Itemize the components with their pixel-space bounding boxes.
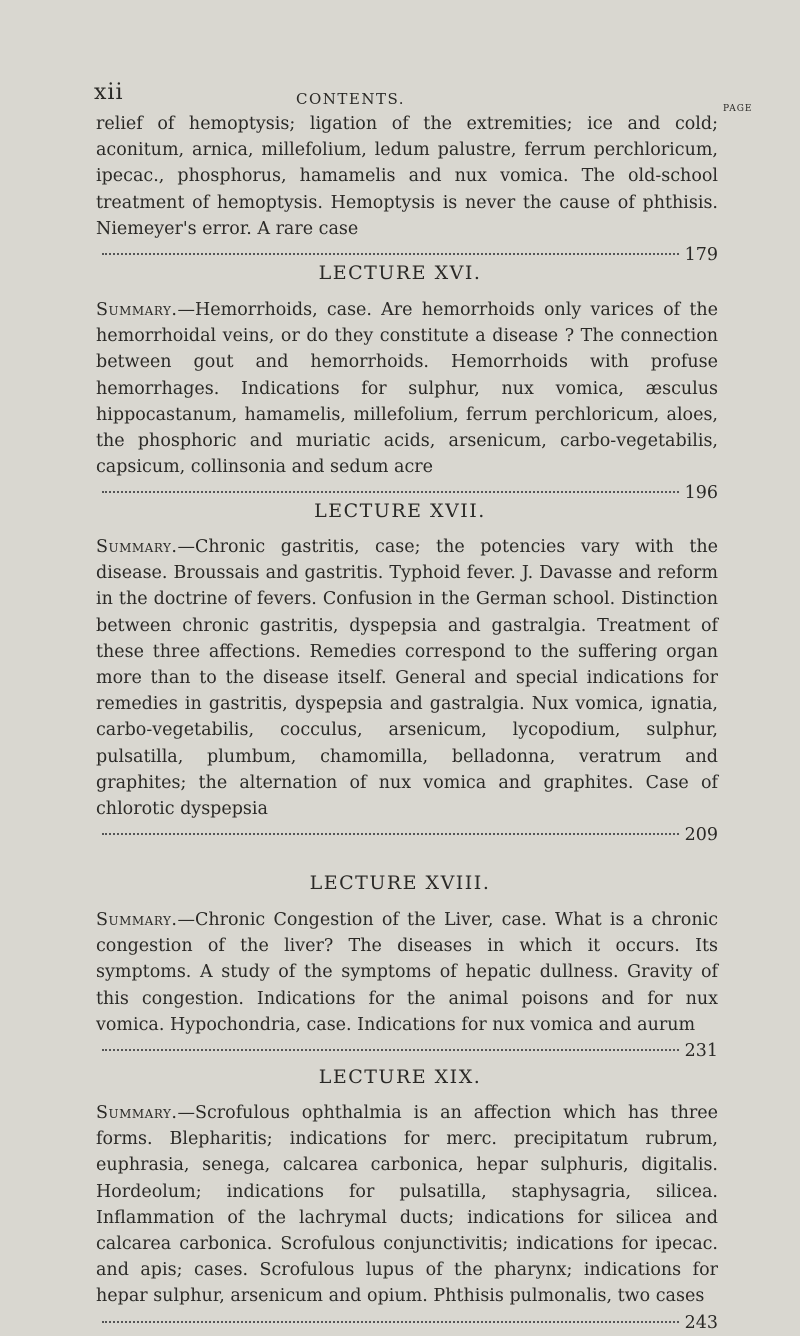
lecture-heading: LECTURE XVII. <box>314 500 486 522</box>
dot-leader <box>102 491 679 493</box>
entry-page-number: 243 <box>684 1312 718 1333</box>
entry-page-number: 231 <box>684 1041 718 1062</box>
page-number: xii <box>94 80 124 105</box>
entry-text: —Chronic gastritis, case; the potencies vary with the disease. Broussais and gastritis. Typhoid fever. J. Davasse and reform in the doctrine of fevers. Confusion in the German school. Distinction between chronic gastritis, dyspepsia and gastralgia. Treatment of these three affections. Remedies correspond to the suffering organ more than to the disease itself. General and special indications for remedies in gastritis, dyspepsia and gastralgia. Nux vomica, ignatia, carbo-vegetabilis, cocculus, arsenicum, lycopodium, sulphur, pulsatilla, plumbum, chamomilla, belladonna, veratrum and graphites; the alternation of nux vomica and graphites. Case of chlorotic dyspepsia <box>96 537 718 820</box>
dot-leader <box>102 1049 679 1051</box>
contents-entry <box>96 111 718 268</box>
contents-entry <box>96 297 718 507</box>
entry-text: —Scrofulous ophthalmia is an affection which has three forms. Blepharitis; indications for merc. precipitatum rubrum, euphrasia, senega, calcarea carbonica, hepar sulphuris, digitalis. Hordeolum; indications for pulsatilla, staphysagria, silicea. Inflammation of the lachrymal ducts; indications for silicea and calcarea carbonica. Scrofulous conjunctivitis; indications for ipecac. and apis; cases. Scrofulous lupus of the pharynx; indications for hepar sulphur, arsenicum and opium. Phthisis pulmonalis, two cases <box>96 1103 718 1307</box>
entry-page-number: 179 <box>684 245 718 266</box>
lecture-heading: LECTURE XIX. <box>318 1066 482 1088</box>
summary-label: Summary. <box>96 910 178 930</box>
summary-label: Summary. <box>96 537 178 557</box>
running-title: CONTENTS. <box>296 90 405 108</box>
entry-page-number: 209 <box>684 825 718 846</box>
dot-leader <box>102 253 679 255</box>
entry-page-number: 196 <box>684 483 718 504</box>
entry-text: —Chronic Congestion of the Liver, case. What is a chronic congestion of the liver? The diseases in which it occurs. Its symptoms. A study of the symptoms of hepatic dullness. Gravity of this congestion. Indications for the animal poisons and for nux vomica. Hypochondria, case. Indications for nux vomica and aurum <box>96 910 718 1035</box>
lecture-heading: LECTURE XVIII. <box>309 872 491 894</box>
entry-text: relief of hemoptysis; ligation of the extremities; ice and cold; aconitum, arnica, millefolium, ledum palustre, ferrum perchloricum, ipecac., phosphorus, hamamelis and nux vomica. The old-school treatment of hemoptysis. Hemoptysis is never the cause of phthisis. Niemeyer's error. A rare case <box>96 114 718 239</box>
page-column-label: PAGE <box>723 104 753 114</box>
contents-entry <box>96 534 718 848</box>
entry-page-ref <box>96 822 718 848</box>
lecture-heading: LECTURE XVI. <box>318 262 482 284</box>
dot-leader <box>102 833 679 835</box>
entry-page-ref <box>96 1310 718 1336</box>
contents-entry <box>96 907 718 1064</box>
summary-label: Summary. <box>96 300 178 320</box>
entry-text: —Hemorrhoids, case. Are hemorrhoids only varices of the hemorrhoidal veins, or do they constitute a disease ? The connection between gout and hemorrhoids. Hemorrhoids with profuse hemorrhages. Indications for sulphur, nux vomica, æsculus hippocastanum, hamamelis, millefolium, ferrum perchloricum, aloes, the phosphoric and muriatic acids, arsenicum, carbo-vegetabilis, capsicum, collinsonia and sedum acre <box>96 300 718 478</box>
entry-page-ref <box>96 1038 718 1064</box>
contents-entry <box>96 1100 718 1336</box>
dot-leader <box>102 1321 679 1323</box>
summary-label: Summary. <box>96 1103 178 1123</box>
